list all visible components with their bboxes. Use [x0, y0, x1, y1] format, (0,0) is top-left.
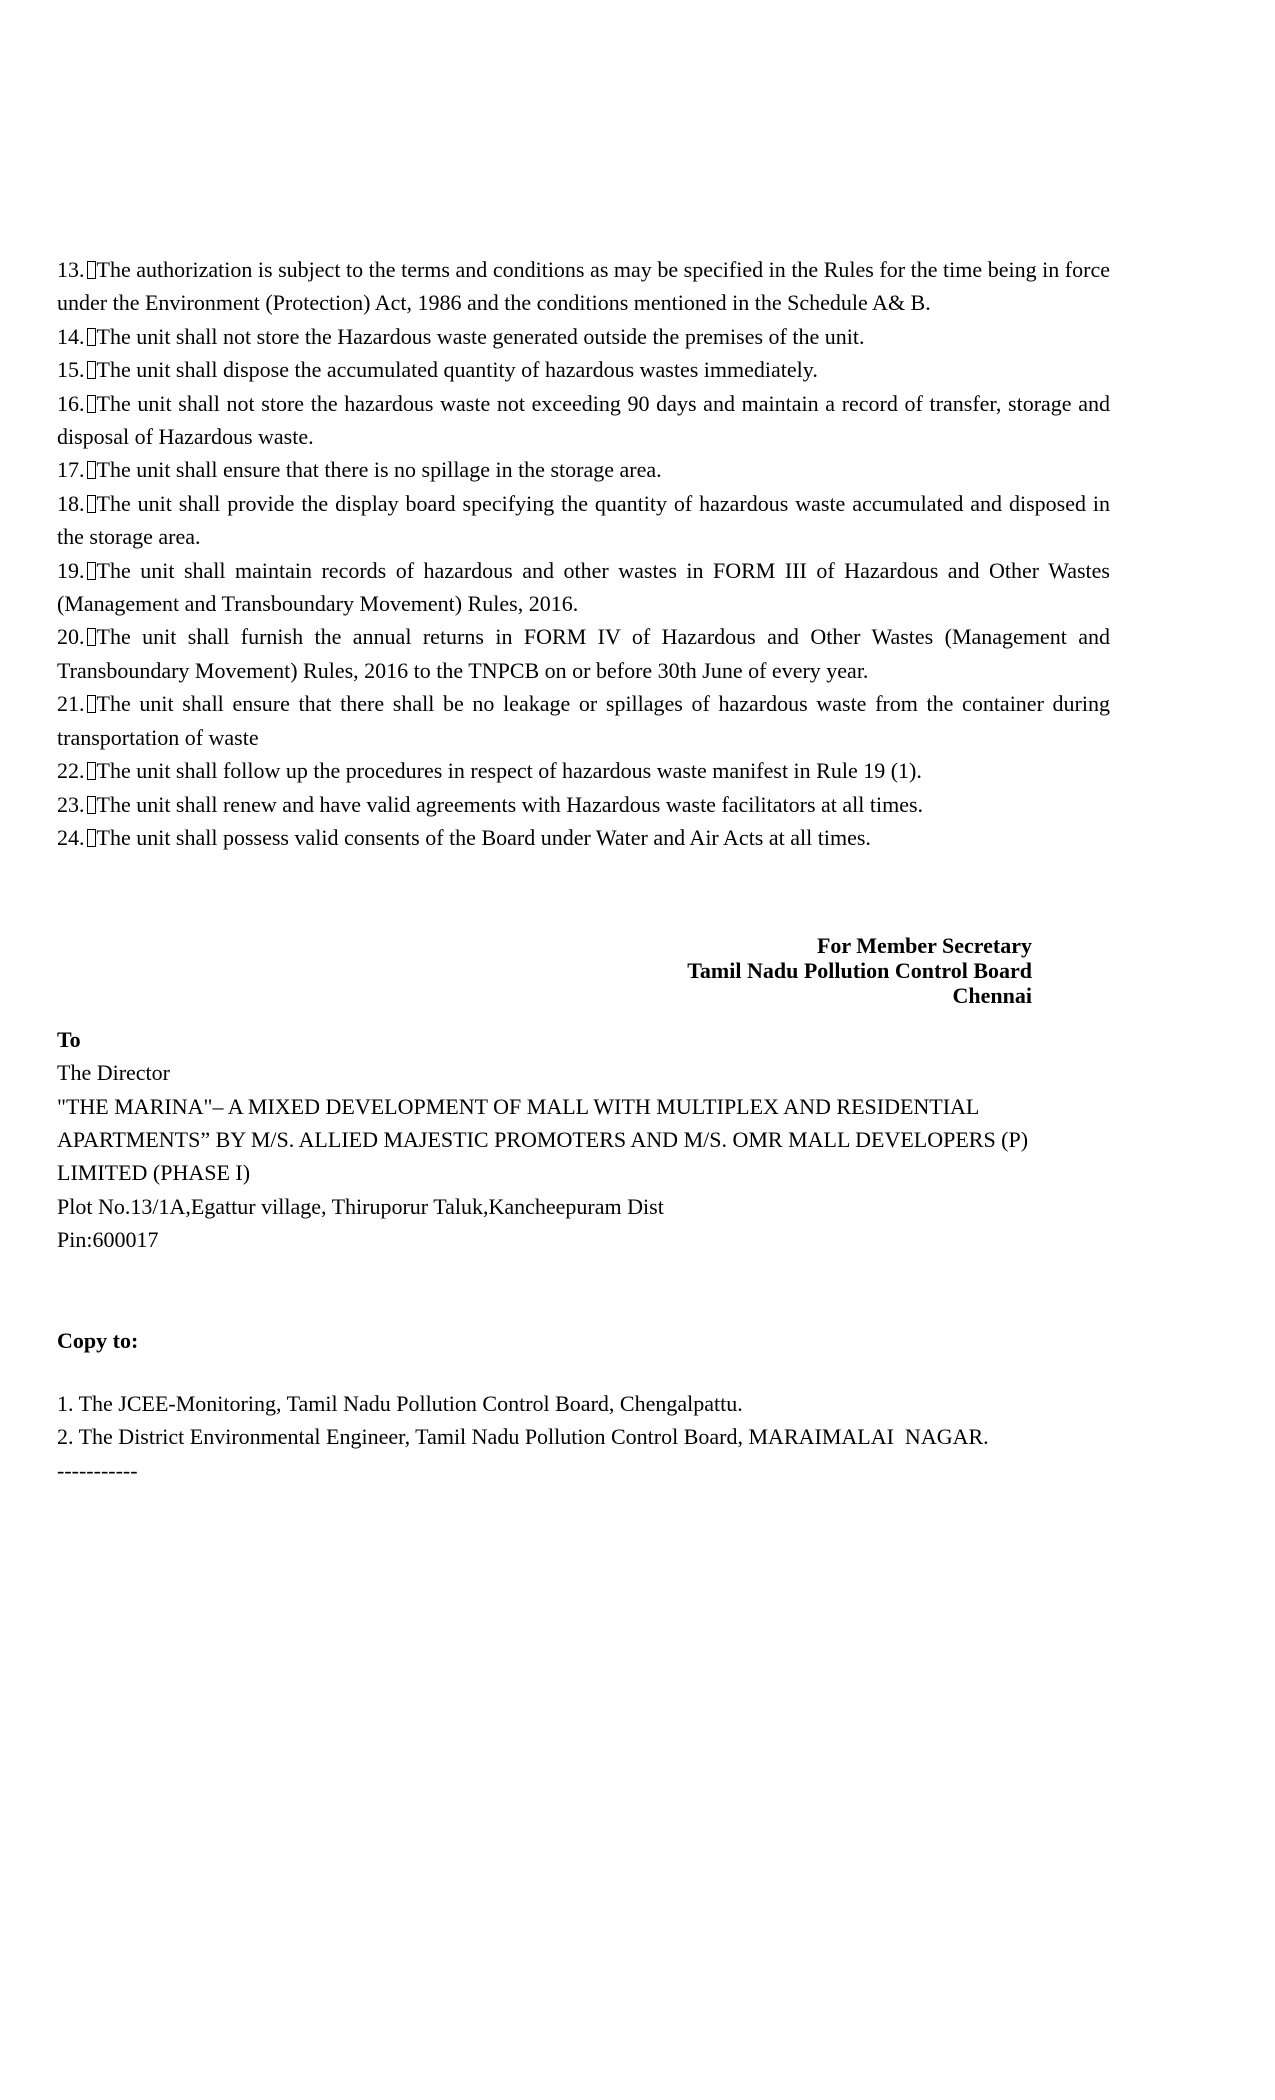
- missing-glyph-box-icon: [87, 829, 96, 847]
- recipient-line: APARTMENTS” BY M/S. ALLIED MAJESTIC PROMOTERS AND M/S. OMR MALL DEVELOPERS (P): [57, 1126, 1029, 1152]
- condition-item: [57, 387, 1110, 454]
- copy-to-item: 1. The JCEE-Monitoring, Tamil Nadu Pollution Control Board, Chengalpattu.: [57, 1390, 743, 1416]
- condition-text: The unit shall ensure that there shall be no leakage or spillages of hazardous waste from the container during transportation of waste: [57, 691, 1110, 750]
- signature-line: Tamil Nadu Pollution Control Board: [687, 958, 1032, 984]
- condition-text: The authorization is subject to the terms and conditions as may be specified in the Rules for the time being in force under the Environment (Protection) Act, 1986 and the conditions mentioned in the Schedule A& B.: [57, 257, 1110, 316]
- condition-number: 24.: [57, 824, 85, 850]
- missing-glyph-box-icon: [87, 562, 96, 580]
- condition-item: [57, 788, 1110, 821]
- condition-number: 15.: [57, 357, 85, 383]
- missing-glyph-box-icon: [87, 328, 96, 346]
- condition-number: 14.: [57, 323, 85, 349]
- recipient-line: The Director: [57, 1060, 170, 1086]
- condition-number: 16.: [57, 390, 85, 416]
- condition-text: The unit shall renew and have valid agreements with Hazardous waste facilitators at all times.: [96, 791, 924, 817]
- recipient-block: [57, 1023, 1110, 1257]
- condition-text: The unit shall dispose the accumulated quantity of hazardous wastes immediately.: [96, 357, 818, 383]
- condition-item: [57, 687, 1110, 754]
- recipient-line: Plot No.13/1A,Egattur village, Thiruporur Taluk,Kancheepuram Dist: [57, 1193, 664, 1219]
- condition-text: The unit shall maintain records of hazardous and other wastes in FORM III of Hazardous and Other Wastes (Management and Transboundary Movement) Rules, 2016.: [57, 557, 1110, 617]
- copy-to-label: Copy to:: [57, 1327, 139, 1353]
- condition-item: [57, 620, 1110, 687]
- signature-line: Chennai: [952, 982, 1032, 1008]
- missing-glyph-box-icon: [87, 796, 96, 814]
- condition-number: 22.: [57, 758, 85, 784]
- condition-text: The unit shall possess valid consents of the Board under Water and Air Acts at all times.: [96, 824, 871, 850]
- condition-item: [57, 487, 1110, 554]
- recipient-label: To: [57, 1026, 81, 1052]
- copy-to-block: [57, 1324, 1110, 1488]
- condition-number: 20.: [57, 624, 85, 650]
- condition-number: 19.: [57, 557, 85, 583]
- condition-text: The unit shall follow up the procedures in respect of hazardous waste manifest in Rule 19 (1).: [96, 758, 922, 784]
- condition-number: 17.: [57, 457, 85, 483]
- condition-text: The unit shall not store the Hazardous waste generated outside the premises of the unit.: [96, 323, 865, 349]
- recipient-line: LIMITED (PHASE I): [57, 1160, 251, 1186]
- missing-glyph-box-icon: [87, 695, 96, 713]
- missing-glyph-box-icon: [87, 628, 96, 646]
- condition-item: [57, 453, 1110, 486]
- missing-glyph-box-icon: [87, 361, 96, 379]
- condition-number: 21.: [57, 691, 85, 717]
- missing-glyph-box-icon: [87, 461, 96, 479]
- condition-text: The unit shall ensure that there is no spillage in the storage area.: [96, 457, 662, 483]
- condition-text: The unit shall not store the hazardous waste not exceeding 90 days and maintain a record of transfer, storage and disposal of Hazardous waste.: [57, 390, 1110, 450]
- copy-to-item: 2. The District Environmental Engineer, Tamil Nadu Pollution Control Board, MARAIMALAI NAGAR.: [57, 1424, 989, 1450]
- condition-text: The unit shall provide the display board specifying the quantity of hazardous waste accumulated and disposed in the storage area.: [57, 490, 1110, 550]
- condition-item: [57, 320, 1110, 353]
- signature-line: For Member Secretary: [816, 933, 1032, 959]
- condition-item: [57, 754, 1110, 787]
- conditions-list: [57, 253, 1110, 854]
- condition-item: [57, 353, 1110, 386]
- signature-block: [57, 934, 1032, 1008]
- missing-glyph-box-icon: [87, 495, 96, 513]
- condition-number: 18.: [57, 490, 85, 516]
- recipient-line: "THE MARINA"– A MIXED DEVELOPMENT OF MALL WITH MULTIPLEX AND RESIDENTIAL: [57, 1093, 980, 1119]
- end-mark: -----------: [57, 1457, 138, 1483]
- missing-glyph-box-icon: [87, 395, 96, 413]
- recipient-line: Pin:600017: [57, 1227, 159, 1253]
- missing-glyph-box-icon: [87, 762, 96, 780]
- condition-number: 13.: [57, 257, 85, 282]
- condition-item: [57, 253, 1110, 320]
- condition-text: The unit shall furnish the annual returns in FORM IV of Hazardous and Other Wastes (Management and Transboundary Movement) Rules, 2016 to the TNPCB on or before 30th June of every year.: [57, 624, 1110, 683]
- condition-number: 23.: [57, 791, 85, 817]
- condition-item: [57, 821, 1110, 854]
- condition-item: [57, 554, 1110, 621]
- missing-glyph-box-icon: [87, 261, 96, 279]
